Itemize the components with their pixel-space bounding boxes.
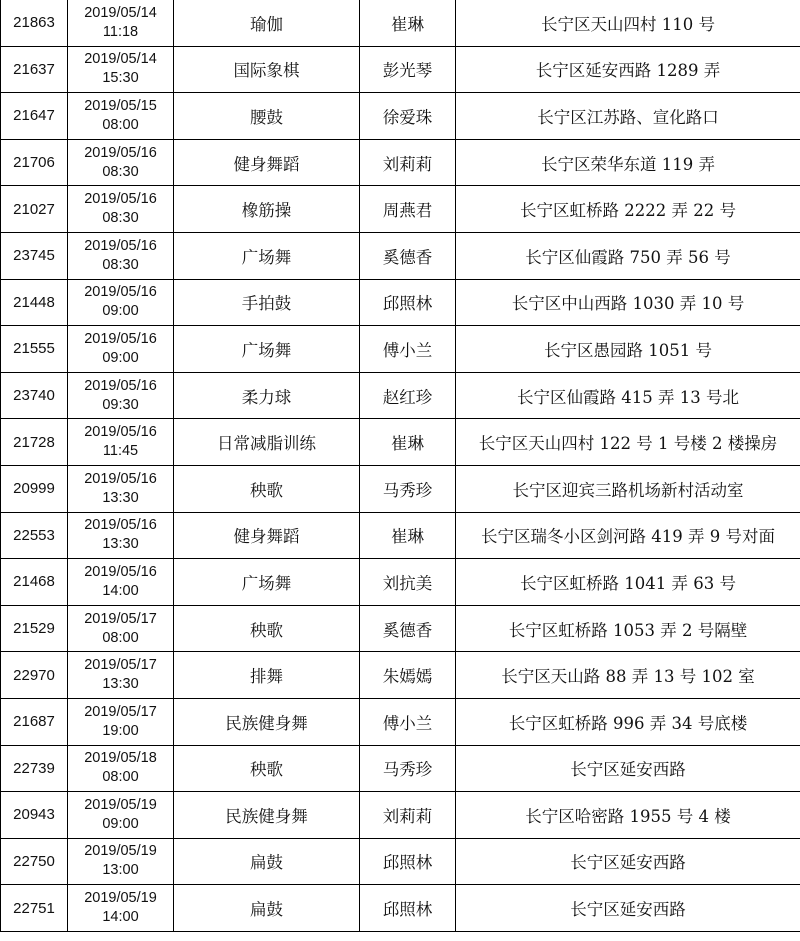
activity-cell: 柔力球	[174, 372, 360, 419]
activity-id-cell: 20999	[1, 465, 68, 512]
time-text: 13:00	[102, 862, 139, 879]
activity-id-cell: 22750	[1, 838, 68, 885]
address-cell: 长宁区天山四村 110 号	[456, 0, 800, 46]
time-text: 11:18	[102, 23, 139, 40]
table-row	[1, 46, 800, 93]
time-text: 11:45	[102, 443, 139, 460]
activity-cell: 扁鼓	[174, 838, 360, 885]
datetime-cell	[68, 465, 174, 512]
activity-id-cell: 20943	[1, 792, 68, 839]
table-row	[1, 139, 800, 186]
date-text: 2019/05/16	[84, 470, 157, 487]
address-cell: 长宁区荣华东道 119 弄	[456, 139, 800, 186]
activity-cell: 瑜伽	[174, 0, 360, 46]
leader-cell: 马秀珍	[360, 745, 456, 792]
datetime-cell	[68, 838, 174, 885]
address-cell: 长宁区江苏路、宣化路口	[456, 93, 800, 140]
leader-cell: 刘莉莉	[360, 792, 456, 839]
date-text: 2019/05/17	[84, 657, 157, 674]
table-row	[1, 419, 800, 466]
leader-cell: 崔琳	[360, 512, 456, 559]
time-text: 09:00	[102, 303, 139, 320]
time-text: 08:30	[102, 256, 139, 273]
date-text: 2019/05/16	[84, 563, 157, 580]
activity-id-cell: 22970	[1, 652, 68, 699]
address-cell: 长宁区虹桥路 1041 弄 63 号	[456, 559, 800, 606]
activity-id-cell: 21863	[1, 0, 68, 46]
activity-cell: 健身舞蹈	[174, 512, 360, 559]
table-row	[1, 792, 800, 839]
activity-cell: 排舞	[174, 652, 360, 699]
activity-id-cell: 21637	[1, 46, 68, 93]
table-row	[1, 186, 800, 233]
date-text: 2019/05/16	[84, 284, 157, 301]
activity-cell: 广场舞	[174, 326, 360, 373]
activity-cell: 秧歌	[174, 745, 360, 792]
leader-cell: 崔琳	[360, 0, 456, 46]
activity-id-cell: 21448	[1, 279, 68, 326]
date-text: 2019/05/18	[84, 750, 157, 767]
leader-cell: 朱嫣嫣	[360, 652, 456, 699]
datetime-cell	[68, 0, 174, 46]
datetime-cell	[68, 512, 174, 559]
leader-cell: 崔琳	[360, 419, 456, 466]
table-row	[1, 652, 800, 699]
datetime-cell	[68, 139, 174, 186]
table-row	[1, 93, 800, 140]
datetime-cell	[68, 652, 174, 699]
leader-cell: 傅小兰	[360, 698, 456, 745]
activity-cell: 腰鼓	[174, 93, 360, 140]
leader-cell: 邱照林	[360, 838, 456, 885]
activity-cell: 民族健身舞	[174, 698, 360, 745]
activity-id-cell: 21468	[1, 559, 68, 606]
activity-id-cell: 21687	[1, 698, 68, 745]
date-text: 2019/05/17	[84, 703, 157, 720]
address-cell: 长宁区瑞冬小区剑河路 419 弄 9 号对面	[456, 512, 800, 559]
time-text: 15:30	[102, 70, 139, 87]
leader-cell: 周燕君	[360, 186, 456, 233]
date-text: 2019/05/15	[84, 97, 157, 114]
time-text: 09:00	[102, 815, 139, 832]
time-text: 14:00	[102, 909, 139, 926]
time-text: 19:00	[102, 722, 139, 739]
activity-cell: 秧歌	[174, 605, 360, 652]
address-cell: 长宁区仙霞路 415 弄 13 号北	[456, 372, 800, 419]
date-text: 2019/05/16	[84, 237, 157, 254]
datetime-cell	[68, 559, 174, 606]
activity-id-cell: 21529	[1, 605, 68, 652]
time-text: 08:00	[102, 116, 139, 133]
table-row	[1, 559, 800, 606]
activity-id-cell: 22751	[1, 885, 68, 932]
activity-cell: 民族健身舞	[174, 792, 360, 839]
leader-cell: 刘抗美	[360, 559, 456, 606]
table-body	[1, 0, 800, 931]
datetime-cell	[68, 745, 174, 792]
datetime-cell	[68, 605, 174, 652]
address-cell: 长宁区虹桥路 996 弄 34 号底楼	[456, 698, 800, 745]
activity-id-cell: 21555	[1, 326, 68, 373]
leader-cell: 邱照林	[360, 885, 456, 932]
address-cell: 长宁区迎宾三路机场新村活动室	[456, 465, 800, 512]
activity-id-cell: 21647	[1, 93, 68, 140]
activity-cell: 国际象棋	[174, 46, 360, 93]
activity-id-cell: 22739	[1, 745, 68, 792]
leader-cell: 邱照林	[360, 279, 456, 326]
address-cell: 长宁区延安西路	[456, 745, 800, 792]
activity-id-cell: 21027	[1, 186, 68, 233]
date-text: 2019/05/16	[84, 424, 157, 441]
table-row	[1, 232, 800, 279]
datetime-cell	[68, 93, 174, 140]
table-row	[1, 698, 800, 745]
table-row	[1, 372, 800, 419]
activity-id-cell: 23740	[1, 372, 68, 419]
datetime-cell	[68, 279, 174, 326]
leader-cell: 徐爱珠	[360, 93, 456, 140]
date-text: 2019/05/16	[84, 330, 157, 347]
address-cell: 长宁区延安西路 1289 弄	[456, 46, 800, 93]
datetime-cell	[68, 419, 174, 466]
table-row	[1, 885, 800, 932]
activity-id-cell: 21728	[1, 419, 68, 466]
date-text: 2019/05/16	[84, 144, 157, 161]
address-cell: 长宁区愚园路 1051 号	[456, 326, 800, 373]
time-text: 13:30	[102, 676, 139, 693]
address-cell: 长宁区延安西路	[456, 838, 800, 885]
time-text: 09:30	[102, 396, 139, 413]
address-cell: 长宁区天山四村 122 号 1 号楼 2 楼操房	[456, 419, 800, 466]
activity-cell: 秧歌	[174, 465, 360, 512]
time-text: 09:00	[102, 349, 139, 366]
date-text: 2019/05/14	[84, 51, 157, 68]
address-cell: 长宁区虹桥路 1053 弄 2 号隔壁	[456, 605, 800, 652]
activity-cell: 日常减脂训练	[174, 419, 360, 466]
datetime-cell	[68, 46, 174, 93]
time-text: 08:30	[102, 163, 139, 180]
activity-cell: 健身舞蹈	[174, 139, 360, 186]
leader-cell: 奚德香	[360, 605, 456, 652]
address-cell: 长宁区仙霞路 750 弄 56 号	[456, 232, 800, 279]
time-text: 13:30	[102, 536, 139, 553]
activity-cell: 扁鼓	[174, 885, 360, 932]
datetime-cell	[68, 792, 174, 839]
activity-cell: 广场舞	[174, 232, 360, 279]
table-row	[1, 512, 800, 559]
date-text: 2019/05/14	[84, 4, 157, 21]
leader-cell: 傅小兰	[360, 326, 456, 373]
datetime-cell	[68, 372, 174, 419]
time-text: 13:30	[102, 489, 139, 506]
activity-cell: 广场舞	[174, 559, 360, 606]
datetime-cell	[68, 186, 174, 233]
table-row	[1, 326, 800, 373]
datetime-cell	[68, 232, 174, 279]
date-text: 2019/05/17	[84, 610, 157, 627]
activity-cell: 手拍鼓	[174, 279, 360, 326]
date-text: 2019/05/16	[84, 517, 157, 534]
table-row	[1, 0, 800, 46]
table-row	[1, 279, 800, 326]
address-cell: 长宁区中山西路 1030 弄 10 号	[456, 279, 800, 326]
time-text: 08:00	[102, 629, 139, 646]
address-cell: 长宁区延安西路	[456, 885, 800, 932]
date-text: 2019/05/16	[84, 377, 157, 394]
address-cell: 长宁区虹桥路 2222 弄 22 号	[456, 186, 800, 233]
leader-cell: 马秀珍	[360, 465, 456, 512]
leader-cell: 刘莉莉	[360, 139, 456, 186]
date-text: 2019/05/19	[84, 796, 157, 813]
time-text: 08:30	[102, 210, 139, 227]
leader-cell: 赵红珍	[360, 372, 456, 419]
date-text: 2019/05/19	[84, 843, 157, 860]
address-cell: 长宁区哈密路 1955 号 4 楼	[456, 792, 800, 839]
time-text: 08:00	[102, 769, 139, 786]
datetime-cell	[68, 698, 174, 745]
datetime-cell	[68, 885, 174, 932]
leader-cell: 彭光琴	[360, 46, 456, 93]
leader-cell: 奚德香	[360, 232, 456, 279]
activity-id-cell: 23745	[1, 232, 68, 279]
activity-id-cell: 21706	[1, 139, 68, 186]
address-cell: 长宁区天山路 88 弄 13 号 102 室	[456, 652, 800, 699]
table-row	[1, 465, 800, 512]
time-text: 14:00	[102, 582, 139, 599]
activity-cell: 橡筋操	[174, 186, 360, 233]
activity-id-cell: 22553	[1, 512, 68, 559]
datetime-cell	[68, 326, 174, 373]
table-row	[1, 605, 800, 652]
table-row	[1, 838, 800, 885]
date-text: 2019/05/16	[84, 191, 157, 208]
table-row	[1, 745, 800, 792]
date-text: 2019/05/19	[84, 890, 157, 907]
